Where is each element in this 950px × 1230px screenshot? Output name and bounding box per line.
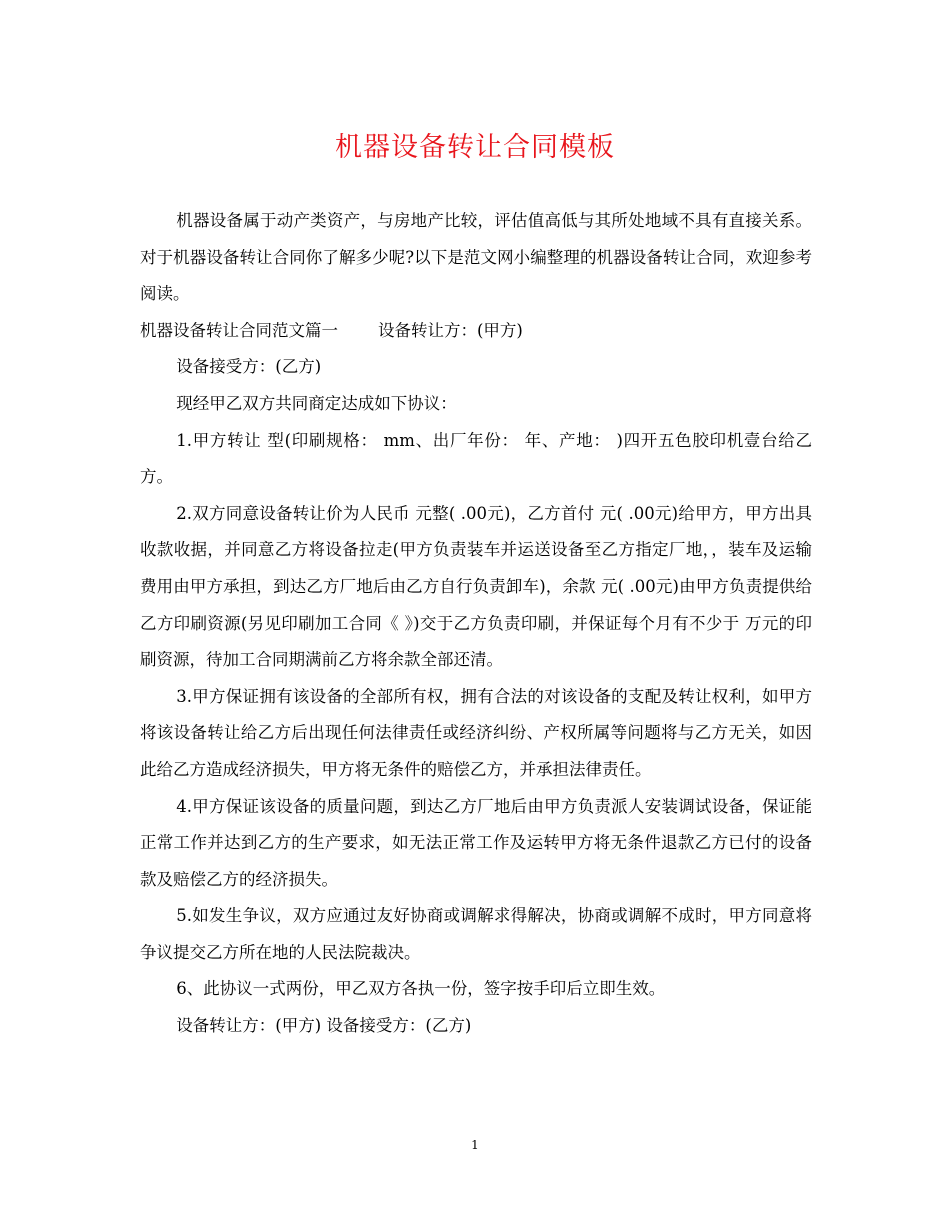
intro-paragraph: 机器设备属于动产类资产，与房地产比较，评估值高低与其所处地域不具有直接关系。对于机器设备转让合同你了解多少呢?以下是范文网小编整理的机器设备转让合同，欢迎参考阅读。	[140, 211, 812, 304]
clause-6: 6、此协议一式两份，甲乙双方各执一份，签字按手印后立即生效。	[176, 979, 666, 999]
clause-5: 5.如发生争议，双方应通过友好协商或调解求得解决，协商或调解不成时，甲方同意将争议提交乙方所在地的人民法院裁决。	[140, 906, 812, 962]
clause-2: 2.双方同意设备转让价为人民币 元整( .00元)，乙方首付 元( .00元)给甲方，甲方出具收款收据，并同意乙方将设备拉走(甲方负责装车并运送设备至乙方指定厂地，，装车及运输费用由甲方承担，到达乙方厂地后由乙方自行负责卸车)，余款 元( .00元)由甲方负责提供给乙方印刷资源(另见印刷加工合同《 》)交于乙方负责印刷，并保证每个月有不少于 万元的印刷资源，待加工合同期满前乙方将余款全部还清。	[140, 503, 812, 670]
page-number: 1	[471, 1138, 479, 1152]
transferor-label: 设备转让方：(甲方)	[378, 320, 523, 340]
transferee-label: 设备接受方：(乙方)	[176, 357, 322, 377]
document-title: 机器设备转让合同模板	[335, 132, 615, 163]
section-heading-line	[140, 313, 812, 350]
clause-1: 1.甲方转让 型(印刷规格： mm、出厂年份： 年、产地： )四开五色胶印机壹台给乙方。	[140, 430, 812, 487]
agreement-line: 现经甲乙双方共同商定达成如下协议：	[176, 393, 457, 413]
clause-3: 3.甲方保证拥有该设备的全部所有权，拥有合法的对该设备的支配及转让权利，如甲方将该设备转让给乙方后出现任何法律责任或经济纠纷、产权所属等问题将与乙方无关，如因此给乙方造成经济损失，甲方将无条件的赔偿乙方，并承担法律责任。	[140, 686, 812, 779]
signature-line: 设备转让方：(甲方) 设备接受方：(乙方)	[176, 1016, 472, 1036]
clause-4: 4.甲方保证该设备的质量问题，到达乙方厂地后由甲方负责派人安装调试设备，保证能正常工作并达到乙方的生产要求，如无法正常工作及运转甲方将无条件退款乙方已付的设备款及赔偿乙方的经济损失。	[140, 796, 812, 889]
section-heading: 机器设备转让合同范文篇一	[140, 320, 338, 340]
document-body	[140, 203, 812, 1045]
